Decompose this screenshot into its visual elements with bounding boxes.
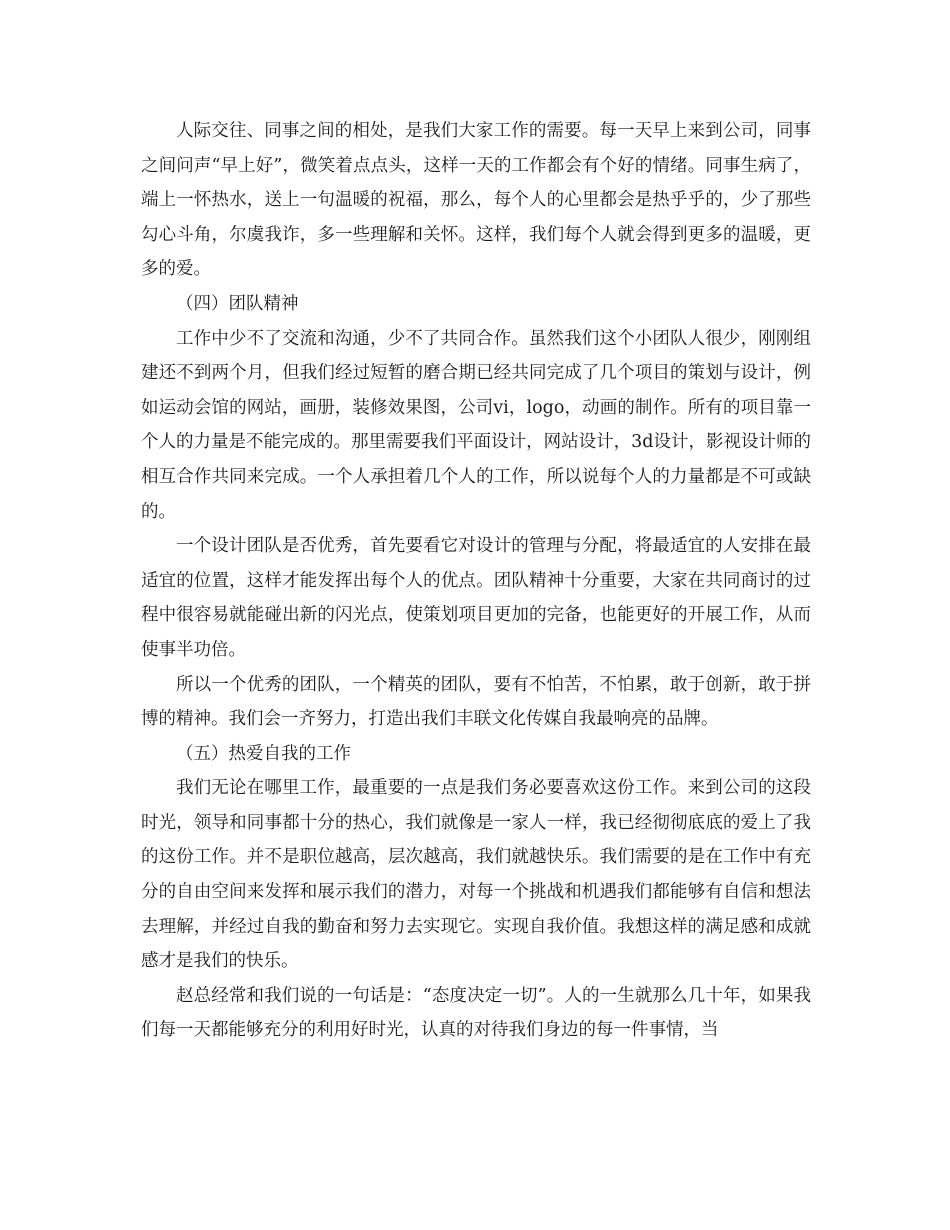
paragraph-attitude: 赵总经常和我们说的一句话是：“态度决定一切”。人的一生就那么几十年，如果我们每一天都能够充分的利用好时光，认真的对待我们身边的每一件事情，当 bbox=[141, 985, 811, 1041]
document-body bbox=[141, 114, 811, 1048]
paragraph-interpersonal: 人际交往、同事之间的相处，是我们大家工作的需要。每一天早上来到公司，同事之间问声“早上好”，微笑着点点头，这样一天的工作都会有个好的情绪。同事生病了，端上一怀热水，送上一句温暖的祝福，那么，每个人的心里都会是热乎乎的，少了那些勾心斗角，尔虞我诈，多一些理解和关怀。这样，我们每个人就会得到更多的温暖，更多的爱。 bbox=[141, 121, 811, 280]
paragraph-love-work: 我们无论在哪里工作，最重要的一点是我们务必要喜欢这份工作。来到公司的这段时光，领导和同事都十分的热心，我们就像是一家人一样，我已经彻彻底底的爱上了我的这份工作。并不是职位越高，层次越高，我们就越快乐。我们需要的是在工作中有充分的自由空间来发挥和展示我们的潜力，对每一个挑战和机遇我们都能够有自信和想法去理解，并经过自我的勤奋和努力去实现它。实现自我价值。我想这样的满足感和成就感才是我们的快乐。 bbox=[141, 778, 811, 972]
paragraph-teamwork: 工作中少不了交流和沟通，少不了共同合作。虽然我们这个小团队人很少，刚刚组建还不到两个月，但我们经过短暂的磨合期已经共同完成了几个项目的策划与设计，例如运动会馆的网站，画册，装修效果图，公司vi，logo，动画的制作。所有的项目靠一个人的力量是不能完成的。那里需要我们平面设计，网站设计，3d设计，影视设计师的相互合作共同来完成。一个人承担着几个人的工作，所以说每个人的力量都是不可或缺的。 bbox=[141, 328, 811, 522]
paragraph-excellent-team: 所以一个优秀的团队，一个精英的团队，要有不怕苦，不怕累，敢于创新，敢于拼博的精神。我们会一齐努力，打造出我们丰联文化传媒自我最响亮的品牌。 bbox=[141, 674, 811, 730]
section-heading-love-work: （五）热爱自我的工作 bbox=[176, 743, 351, 764]
paragraph-design-team: 一个设计团队是否优秀，首先要看它对设计的管理与分配，将最适宜的人安排在最适宜的位置，这样才能发挥出每个人的优点。团队精神十分重要，大家在共同商讨的过程中很容易就能碰出新的闪光点，使策划项目更加的完备，也能更好的开展工作，从而使事半功倍。 bbox=[141, 536, 811, 660]
section-heading-team-spirit: （四）团队精神 bbox=[176, 293, 299, 314]
